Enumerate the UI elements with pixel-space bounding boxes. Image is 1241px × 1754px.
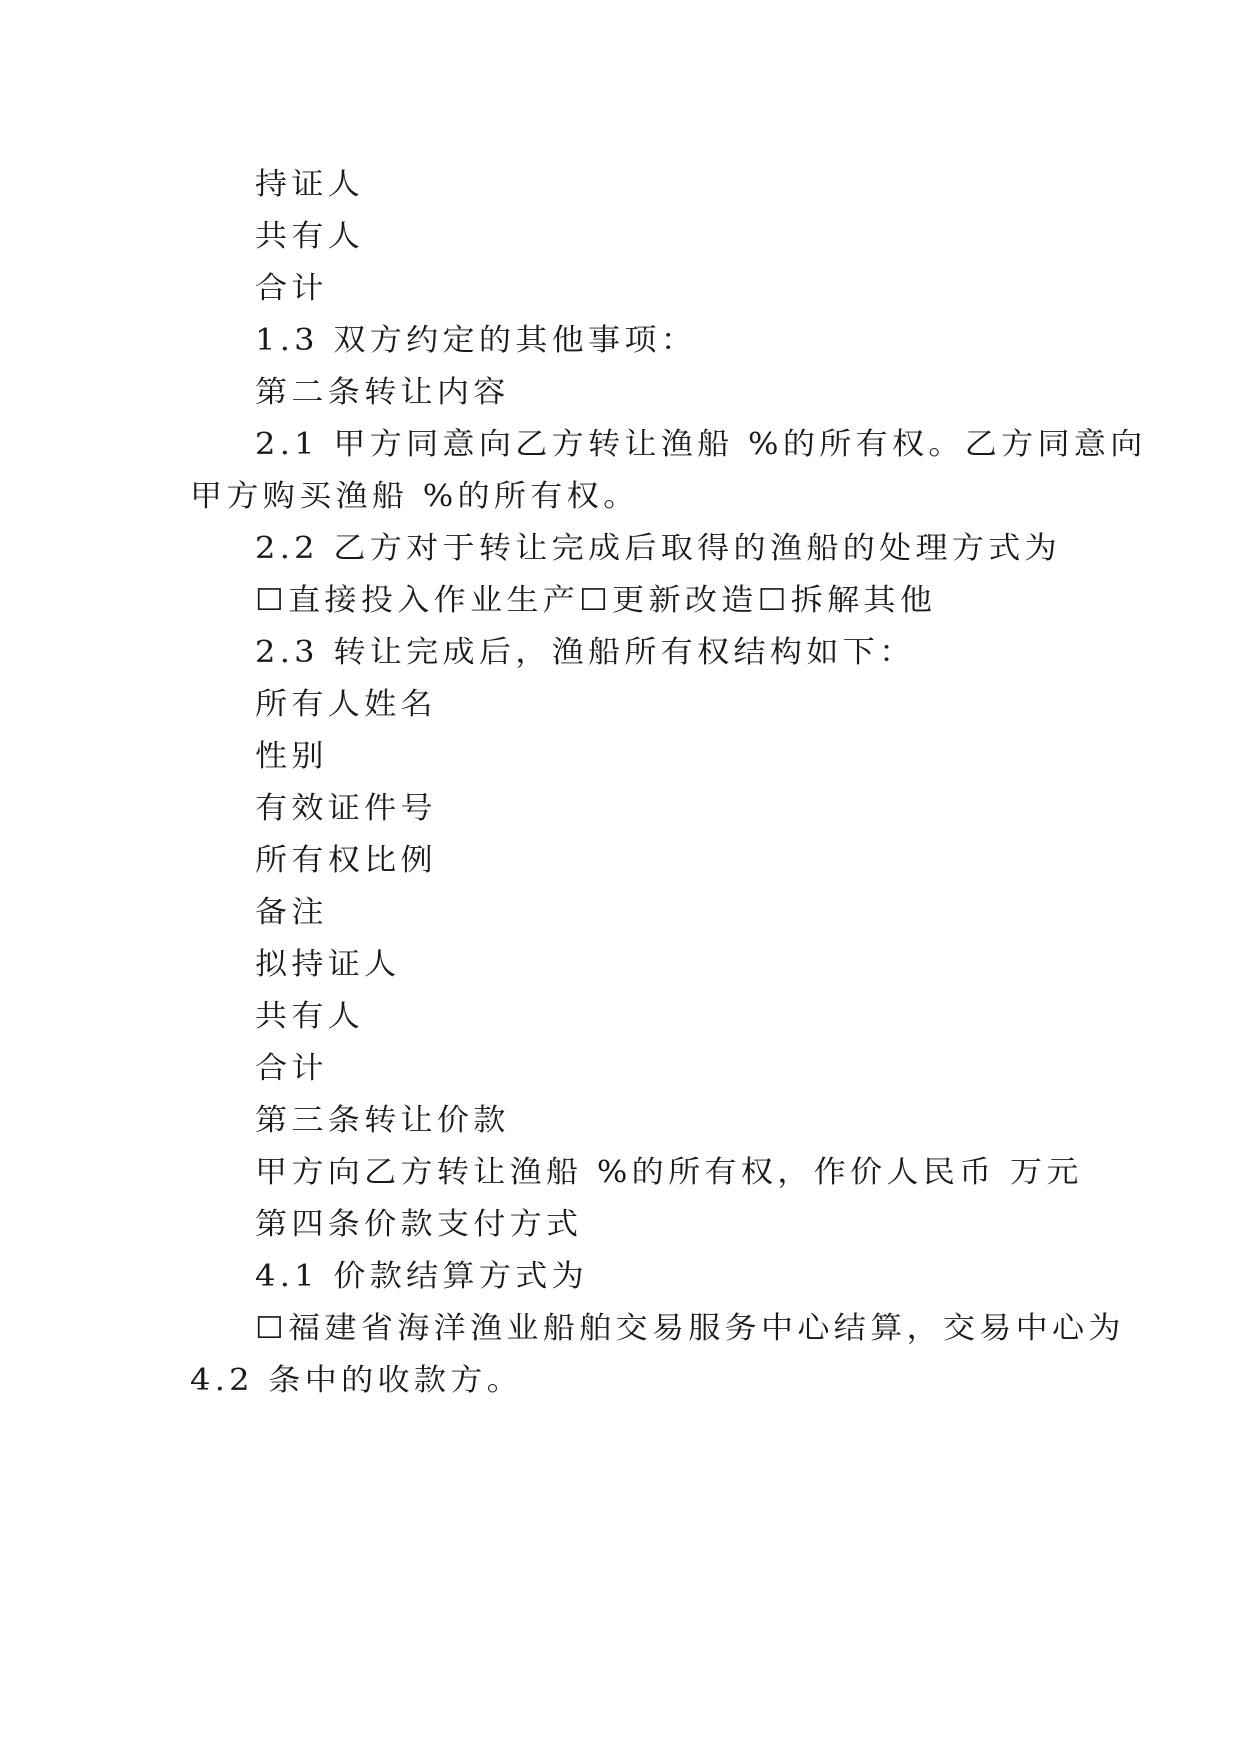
section-heading: 第四条价款支付方式 — [255, 1207, 583, 1242]
text-line: 甲方向乙方转让渔船 %的所有权，作价人民币 万元 — [255, 1155, 1083, 1190]
text-line: 共有人 — [255, 219, 365, 254]
text-line: 4.1 价款结算方式为 — [255, 1259, 589, 1294]
text-line: 持证人 — [255, 167, 365, 202]
checkbox-options-line: ☐福建省海洋渔业船舶交易服务中心结算，交易中心为 — [255, 1311, 1125, 1346]
text-line: 性别 — [255, 739, 328, 774]
text-line: 2.2 乙方对于转让完成后取得的渔船的处理方式为 — [255, 531, 1061, 566]
text-line: 1.3 双方约定的其他事项： — [255, 323, 698, 358]
text-line: 所有人姓名 — [255, 687, 437, 722]
text-line: 所有权比例 — [255, 843, 437, 878]
text-line: 甲方购买渔船 %的所有权。 — [190, 479, 640, 514]
text-line: 共有人 — [255, 999, 365, 1034]
text-line: 合计 — [255, 271, 328, 306]
section-heading: 第二条转让内容 — [255, 375, 510, 410]
text-line: 有效证件号 — [255, 791, 437, 826]
section-heading: 第三条转让价款 — [255, 1103, 510, 1138]
checkbox-options-line: ☐直接投入作业生产☐更新改造☐拆解其他 — [255, 583, 937, 618]
text-line: 2.1 甲方同意向乙方转让渔船 %的所有权。乙方同意向 — [255, 427, 1147, 462]
text-line: 合计 — [255, 1051, 328, 1086]
text-line: 4.2 条中的收款方。 — [190, 1363, 524, 1398]
text-line: 备注 — [255, 895, 328, 930]
text-line: 拟持证人 — [255, 947, 401, 982]
text-line: 2.3 转让完成后，渔船所有权结构如下： — [255, 635, 916, 670]
